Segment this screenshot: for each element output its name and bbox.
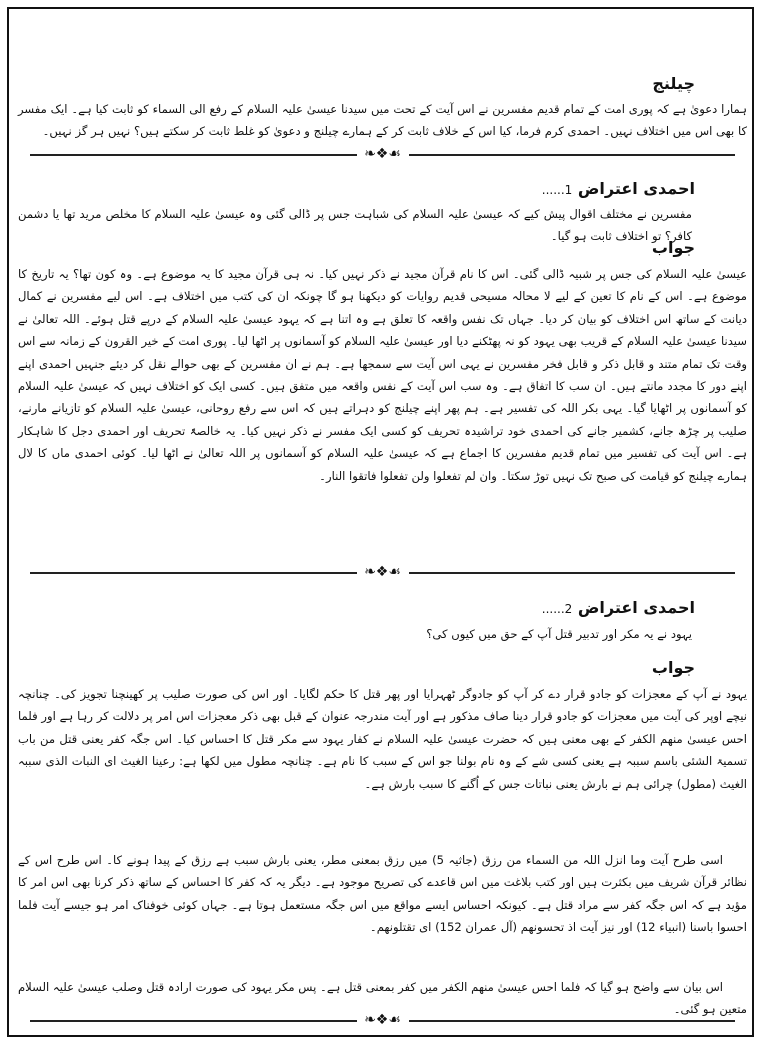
objection-1-title: احمدی اعتراض xyxy=(577,179,695,198)
divider-line xyxy=(409,154,736,156)
objection-2-title: احمدی اعتراض xyxy=(577,598,695,617)
divider-line xyxy=(30,154,357,156)
objection-1-number: ......1 xyxy=(541,183,573,197)
ornament-icon: ❧❖☙ xyxy=(364,1012,401,1028)
divider-line xyxy=(30,1020,357,1022)
answer-2-paragraph-2: اسی طرح آیت وما انزل اللہ من السماء من رزق (جاثیہ 5) میں رزق بمعنی مطر، یعنی بارش سبب ہے رزق کے پیدا ہونے کا۔ اس طرح اس کے نظائر قرآن شریف میں بکثرت ہیں اور کتب بلاغت میں اس قاعدے کی تصریح موجود ہے۔ دیگر یہ کہ کفر کا احساس کے ساتھ ذکر کرنا بھی اس امر کا مؤید ہے کہ اس جگہ کفر سے مراد قتل ہے۔ کیونکہ احساس ایسے مواقع میں اس جگہ مستعمل ہوتا ہے۔ جہاں کوئی خوفناک امر ہو جیسے آیت فلما احسوا باسنا (انبیاء 12) اور نیز آیت اذ تحسونھم (آل عمران 152) ای تقتلونھم۔ xyxy=(18,853,747,935)
challenge-paragraph: ہمارا دعویٰ ہے کہ پوری امت کے تمام قدیم مفسرین نے اس آیت کے تحت میں سیدنا عیسیٰ علیہ السلام کے رفع الی السماء کو ثابت کیا ہے۔ ایک مفسر کا بھی اس میں اختلاف نہیں۔ احمدی کرم فرما، کیا اس کے خلاف ثابت کر کے ہمارے چیلنج و دعویٰ کو غلط ثابت کر سکتے ہیں؟ نہیں ہر گز نہیں۔ xyxy=(18,102,747,139)
divider-line xyxy=(30,572,357,574)
ornament-icon: ❧❖☙ xyxy=(364,146,401,162)
ornament-divider xyxy=(30,148,735,162)
ornament-divider xyxy=(30,1014,735,1028)
answer-2-paragraph-3: اس بیان سے واضح ہو گیا کہ فلما احس عیسیٰ منھم الکفر میں کفر بمعنی قتل ہے۔ پس مکر یہود کی صورت ارادہ قتل وصلب عیسیٰ علیہ السلام متعین ہو گئی۔ xyxy=(18,980,747,1017)
answer-2-heading: جواب xyxy=(651,658,695,677)
challenge-heading: چیلنج xyxy=(652,74,695,93)
ornament-icon: ❧❖☙ xyxy=(364,564,401,580)
answer-2-paragraph-1: یہود نے آپ کے معجزات کو جادو قرار دے کر آپ کو جادوگر ٹھہرایا اور پھر قتل کا حکم لگایا۔ اور اس کی صورت صلیب پر کھینچنا تجویز کی۔ چنانچہ نیچے اوپر کی آیت میں معجزات کو جادو قرار دینا صاف مذکور ہے اور آیت مندرجہ عنوان کے قبل بھی ذکر معجزات اس امر پر دلالت کر رہا ہے اور فلما احس عیسیٰ منھم الکفر کے بھی معنی ہیں کہ حضرت عیسیٰ علیہ السلام نے کفار یہود سے مکر قتل کا احساس کیا۔ اس جگہ کفر یعنی قتل من باب تسمیۃ الشئی باسم سببہ ہے یعنی کسی شے کے وہ نام بولنا جو اس کے سبب کا نام ہے۔ چنانچہ مطول میں لکھا ہے: رعینا الغیث ای النبات الذی سببہ الغیث (مطول) چرائی ہم نے بارش یعنی نباتات جس کے اُگنے کا سبب بارش ہے۔ xyxy=(18,687,747,791)
objection-2-question: یہود نے یہ مکر اور تدبیر قتل آپ کے حق میں کیوں کی؟ xyxy=(426,627,692,641)
answer-1-paragraph: عیسیٰ علیہ السلام کی جس پر شبیہ ڈالی گئی۔ اس کا نام قرآن مجید نے ذکر نہیں کیا۔ نہ ہی قرآن مجید کا یہ موضوع ہے۔ وہ کون تھا؟ یہ تاریخ کا موضوع ہے۔ اس کے نام کا تعین کے لیے لا محالہ مسیحی قدیم روایات کو دیکھنا ہو گا چونکہ ان کی کتب میں اختلاف ہے۔ اس لیے مفسرین نے کمال دیانت کے ساتھ اس اختلاف کو بیان کر دیا۔ جہاں تک نفس واقعہ کا تعلق ہے وہ اتنا ہے کہ یہود عیسیٰ علیہ السلام کے درپے قتل ہوئے۔ اللہ تعالیٰ نے سیدنا عیسیٰ علیہ السلام کے قریب بھی یہود کو نہ پھٹکنے دیا اور عیسیٰ علیہ السلام کو آسمانوں پر اٹھا لیا۔ پوری امت کے خیر القرون کے زمانہ سے اس وقت تک تمام متند و قابل ذکر و قابل فخر مفسرین نے یہی اس آیت سے سمجھا ہے۔ ہم نے ان مفسرین کے بھی حوالے نقل کر دیئے جنہیں احمدی اپنے اپنے دور کا مجدد مانتے ہیں۔ ان سب کا اتفاق ہے۔ وہ سب اس آیت کے نفس واقعہ میں متفق ہیں۔ کسی ایک کو اختلاف نہیں کہ عیسیٰ علیہ السلام کو آسمانوں پر اٹھایا گیا۔ یہی بکر اللہ کی تفسیر ہے۔ ہم پھر اپنے چیلنج کو دہراتے ہیں کہ اس سے رفع روحانی، عیسیٰ علیہ السلام کو تازیانے مارنے، صلیب پر چڑھ جانے، کشمیر جانے کی احمدی خود تراشیدہ تحریف کو کسی ایک مفسر نے ذکر نہیں کیا۔ یہ خالصۃً تحریف اور احمدی دجل کا شاہکار ہے۔ اس آیت کی تفسیر میں تمام قدیم مفسرین کا اجماع ہے کہ عیسیٰ علیہ السلام کو آسمانوں پر اللہ تعالیٰ نے اٹھا لیا۔ کوئی احمدی ماں کا لال ہمارے چیلنج کو قیامت کی صبح تک نہیں توڑ سکتا۔ وان لم تفعلوا ولن تفعلوا فاتقوا النار۔ xyxy=(18,267,747,483)
objection-1-heading xyxy=(542,178,695,201)
ornament-divider xyxy=(30,566,735,580)
divider-line xyxy=(409,1020,736,1022)
divider-line xyxy=(409,572,736,574)
objection-2-number: ......2 xyxy=(541,602,573,616)
objection-1-question: مفسرین نے مختلف اقوال پیش کیے کہ عیسیٰ علیہ السلام کی شباہت جس پر ڈالی گئی وہ عیسیٰ علیہ السلام کا مخلص مرید تھا یا دشمن کافر؟ تو اختلاف ثابت ہو گیا۔ xyxy=(18,207,692,244)
objection-2-heading xyxy=(542,597,695,620)
answer-1-heading: جواب xyxy=(651,238,695,257)
